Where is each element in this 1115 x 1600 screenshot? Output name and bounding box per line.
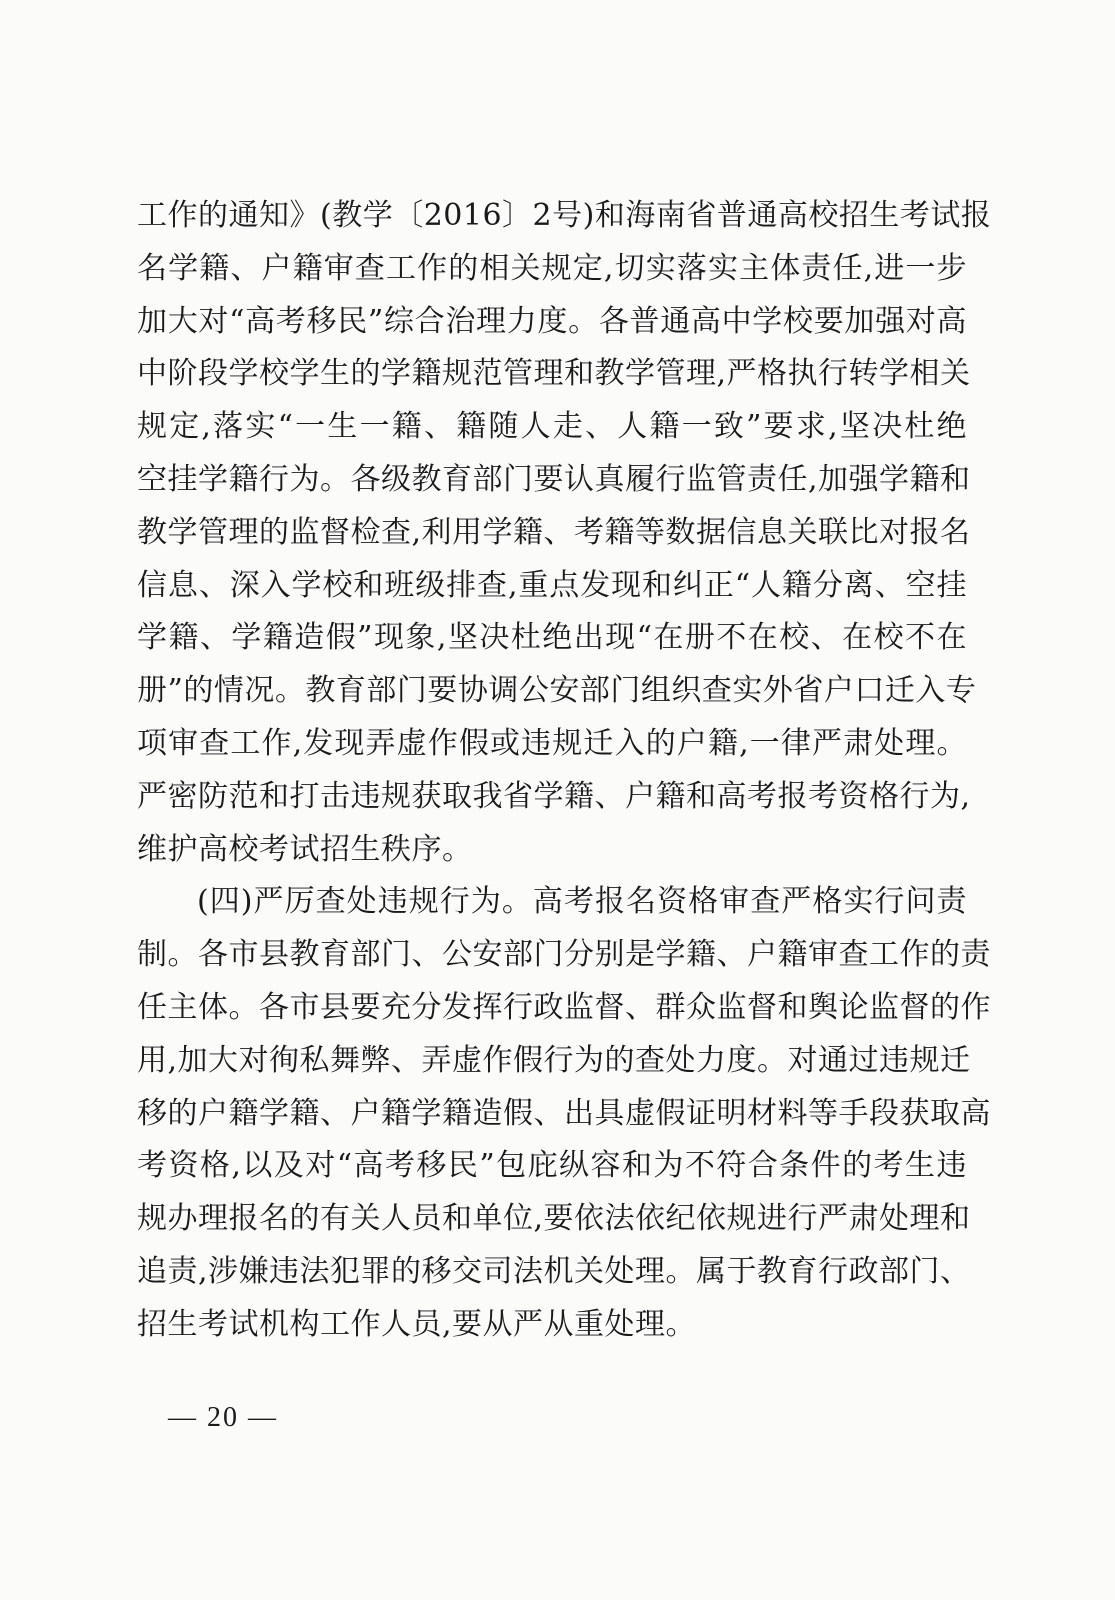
text-line-section-heading: (四)严厉查处违规行为。高考报名资格审查严格实行问责 xyxy=(197,884,967,920)
text-line: 维护高校考试招生秩序。 xyxy=(137,831,473,867)
text-line: 考资格,以及对“高考移民”包庇纵容和为不符合条件的考生违 xyxy=(137,1148,967,1184)
text-line: 中阶段学校学生的学籍规范管理和教学管理,严格执行转学相关 xyxy=(137,356,971,392)
text-line: 学籍、学籍造假”现象,坚决杜绝出现“在册不在校、在校不在 xyxy=(137,620,967,656)
body-text xyxy=(137,190,992,1352)
text-line: 任主体。各市县要充分发挥行政监督、群众监督和舆论监督的作 xyxy=(137,989,991,1025)
text-line: 严密防范和打击违规获取我省学籍、户籍和高考报考资格行为, xyxy=(137,778,971,814)
text-line: 制。各市县教育部门、公安部门分别是学籍、户籍审查工作的责 xyxy=(137,937,991,973)
page-number: — 20 — xyxy=(168,1402,278,1433)
text-line: 教学管理的监督检查,利用学籍、考籍等数据信息关联比对报名 xyxy=(137,514,971,550)
text-line: 规办理报名的有关人员和单位,要依法依纪依规进行严肃处理和 xyxy=(137,1201,971,1237)
text-line: 信息、深入学校和班级排查,重点发现和纠正“人籍分离、空挂 xyxy=(137,567,967,603)
text-line: 加大对“高考移民”综合治理力度。各普通高中学校要加强对高 xyxy=(137,303,967,339)
text-line: 名学籍、户籍审查工作的相关规定,切实落实主体责任,进一步 xyxy=(137,250,967,286)
text-line: 用,加大对徇私舞弊、弄虚作假行为的查处力度。对通过违规迁 xyxy=(137,1042,971,1078)
text-line: 项审查工作,发现弄虚作假或违规迁入的户籍,一律严肃处理。 xyxy=(137,725,967,761)
text-line: 规定,落实“一生一籍、籍随人走、人籍一致”要求,坚决杜绝 xyxy=(137,409,967,445)
text-line: 招生考试机构工作人员,要从严从重处理。 xyxy=(137,1306,697,1342)
text-line: 空挂学籍行为。各级教育部门要认真履行监管责任,加强学籍和 xyxy=(137,461,971,497)
text-line: 追责,涉嫌违法犯罪的移交司法机关处理。属于教育行政部门、 xyxy=(137,1253,971,1289)
text-line: 移的户籍学籍、户籍学籍造假、出具虚假证明材料等手段获取高 xyxy=(137,1095,991,1131)
text-line: 册”的情况。教育部门要协调公安部门组织查实外省户口迁入专 xyxy=(137,673,977,709)
text-line: 工作的通知》(教学〔2016〕2号)和海南省普通高校招生考试报 xyxy=(137,198,992,233)
